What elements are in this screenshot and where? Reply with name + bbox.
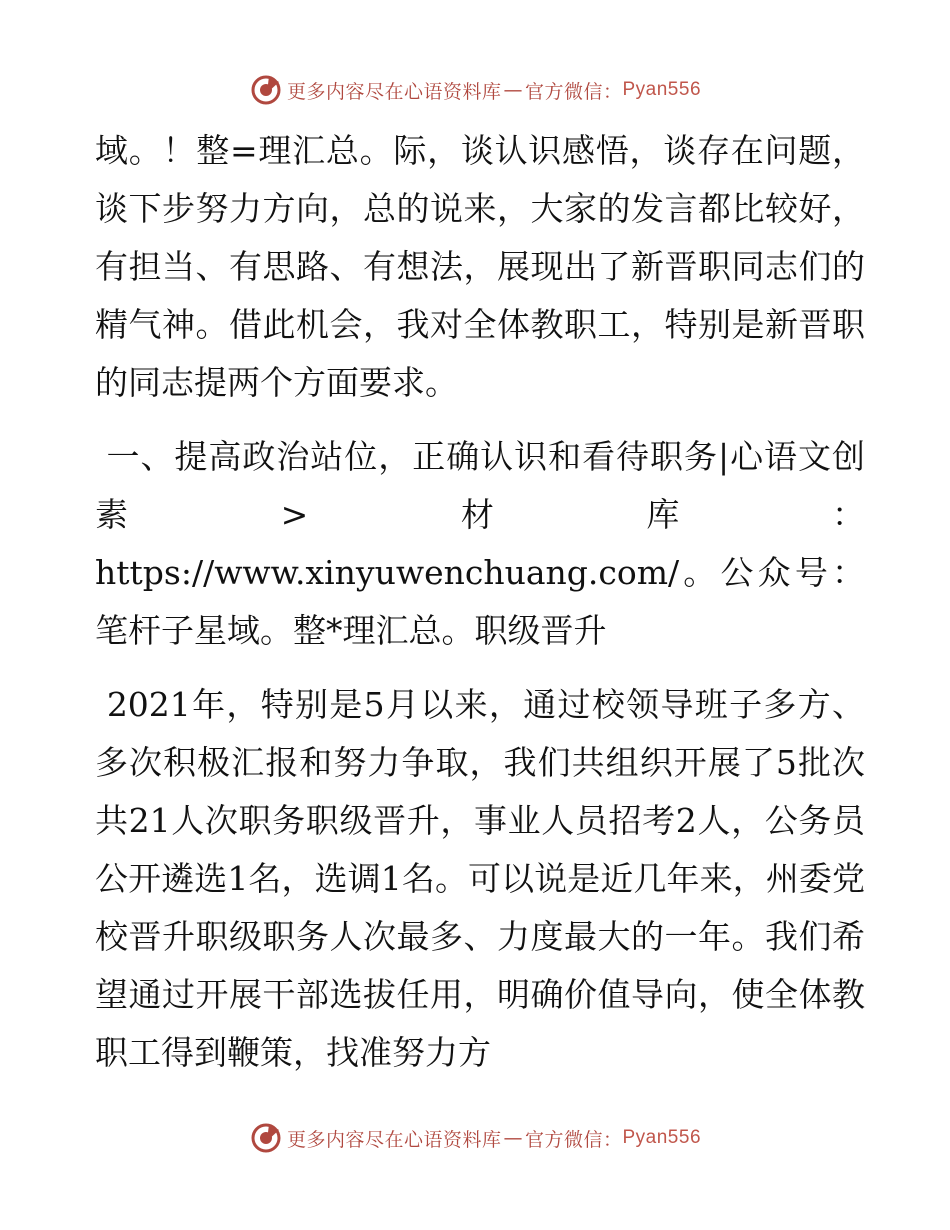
watermark-wechat-id: Pyan556 (622, 79, 702, 100)
paragraph-3: 2021年，特别是5月以来，通过校领导班子多方、多次积极汇报和努力争取，我们共组织开展了5批次共21人次职务职级晋升，事业人员招考2人，公务员公开遴选1名，选调1名。可以说是近几年来，州委党校晋升职级职务人次最多、力度最大的一年。我们希望通过开展干部选拔任用，明确价值导向，使全体教职工得到鞭策，找准努力方 (95, 685, 865, 1072)
watermark-separator: — (503, 1127, 523, 1149)
paragraph-2: 一、提高政治站位，正确认识和看待职务|心语文创素>材库：https://www.xinyuwenchuang.com/。公众号：笔杆子星域。整*理汇总。职级晋升 (95, 437, 865, 650)
watermark-site-text: 更多内容尽在心语资料库 (286, 1128, 502, 1151)
watermark-site-text: 更多内容尽在心语资料库 (286, 80, 502, 103)
watermark-wechat-label: 官方微信： (524, 1128, 623, 1151)
quill-logo-icon (249, 1121, 283, 1155)
footer-watermark (0, 1120, 950, 1156)
paragraph-1: 域。！整=理汇总。际，谈认识感悟，谈存在问题，谈下步努力方向，总的说来，大家的发言都比较好，有担当、有思路、有想法，展现出了新晋职同志们的精气神。借此机会，我对全体教职工，特别是新晋职的同志提两个方面要求。 (95, 131, 865, 402)
quill-logo-icon (249, 73, 283, 107)
watermark-wechat-label: 官方微信： (524, 80, 623, 103)
header-watermark (0, 72, 950, 108)
watermark-wechat-id: Pyan556 (622, 1127, 702, 1148)
document-body (95, 122, 865, 1082)
watermark-separator: — (503, 79, 523, 101)
